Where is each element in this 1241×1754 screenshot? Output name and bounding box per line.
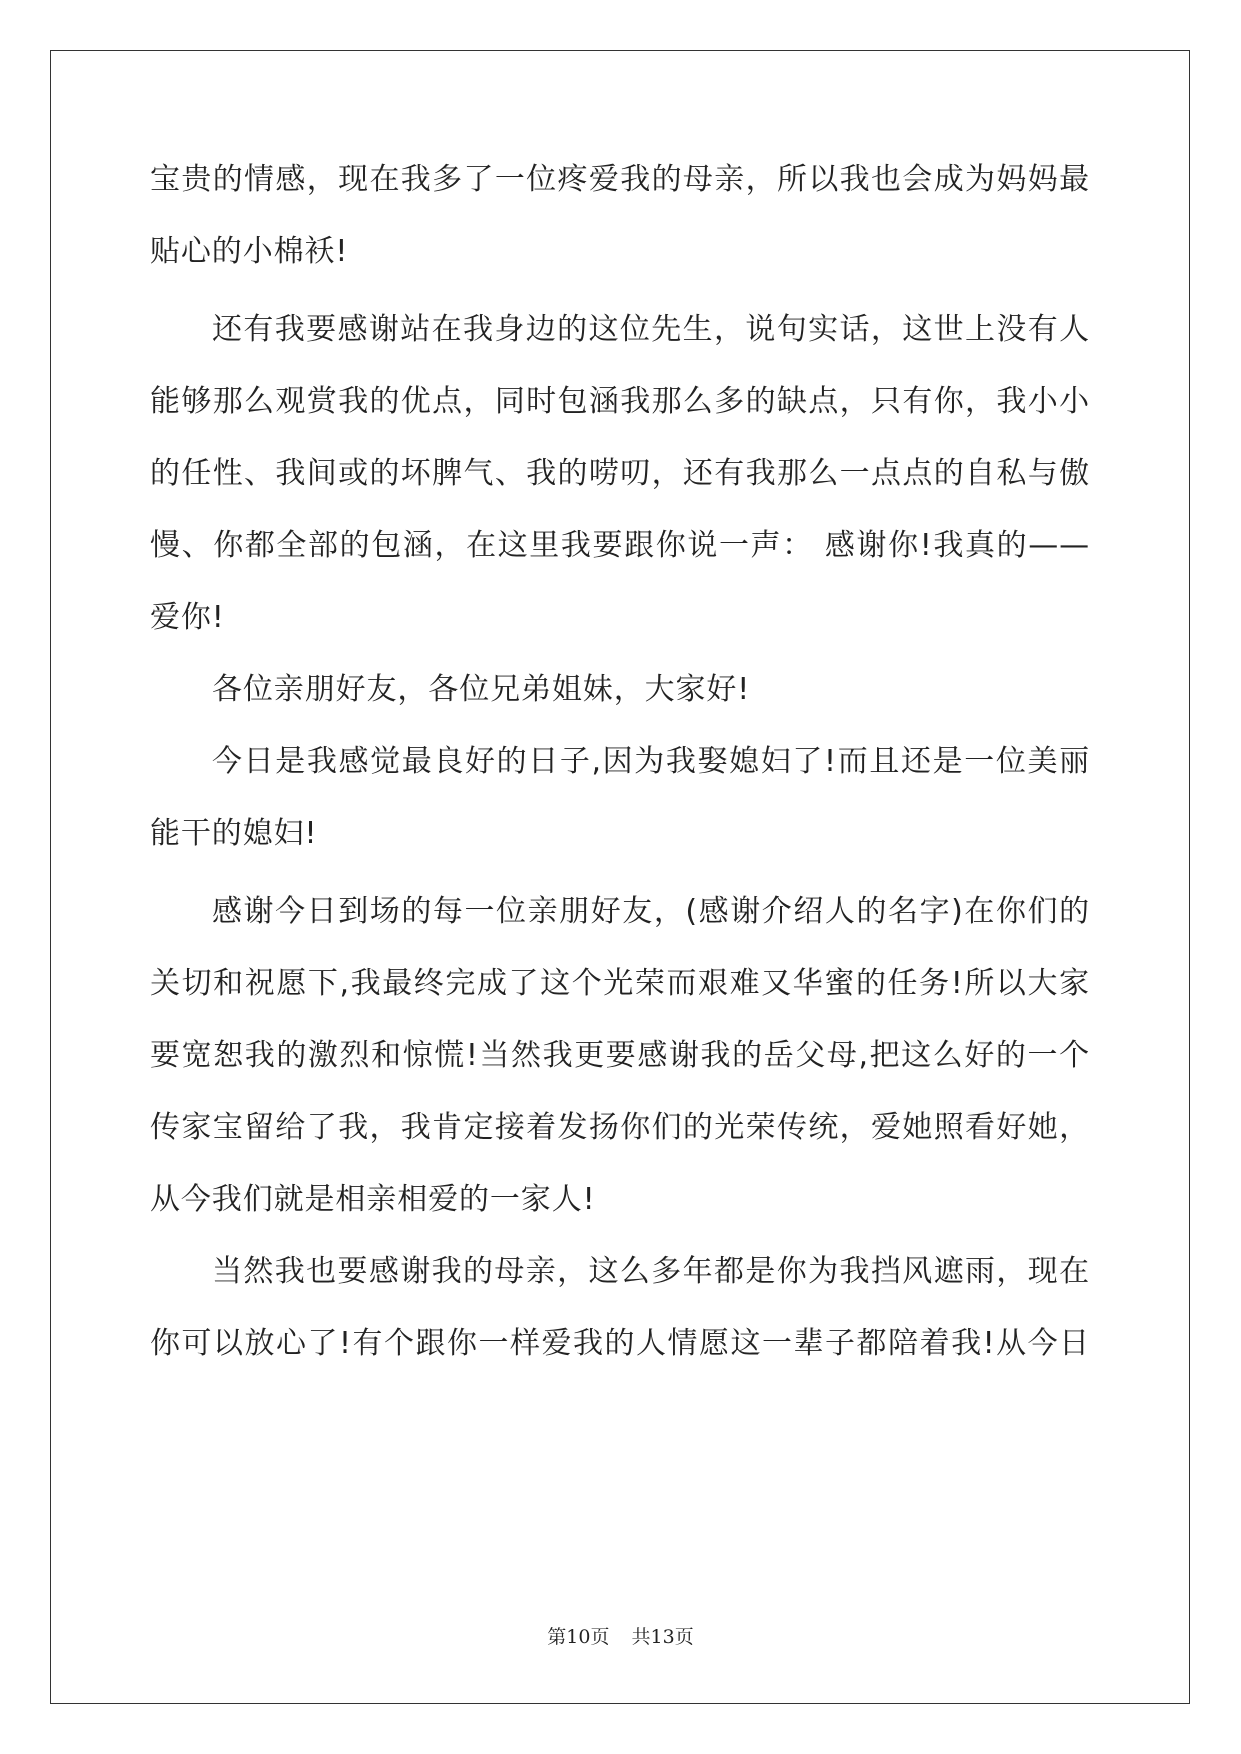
text-line: 爱你! xyxy=(150,600,225,635)
text-line: 能干的媳妇! xyxy=(150,816,318,851)
page-frame xyxy=(50,50,1190,1704)
text-line: 还有我要感谢站在我身边的这位先生，说句实话，这世上没有人 xyxy=(212,312,1090,347)
text-line: 从今我们就是相亲相爱的一家人! xyxy=(150,1182,596,1217)
text-line: 宝贵的情感，现在我多了一位疼爱我的母亲，所以我也会成为妈妈最 xyxy=(150,162,1090,197)
text-line: 要宽恕我的激烈和惊慌!当然我更要感谢我的岳父母,把这么好的一个 xyxy=(150,1038,1090,1073)
page-footer xyxy=(0,1622,1241,1649)
text-line: 的任性、我间或的坏脾气、我的唠叨，还有我那么一点点的自私与傲 xyxy=(150,456,1090,491)
text-line: 关切和祝愿下,我最终完成了这个光荣而艰难又华蜜的任务!所以大家 xyxy=(150,966,1090,1001)
text-line: 今日是我感觉最良好的日子,因为我娶媳妇了!而且还是一位美丽 xyxy=(212,744,1090,779)
text-line: 贴心的小棉袄! xyxy=(150,234,349,269)
page-total: 共13页 xyxy=(631,1626,694,1648)
text-line: 当然我也要感谢我的母亲，这么多年都是你为我挡风遮雨，现在 xyxy=(212,1254,1090,1289)
text-line: 传家宝留给了我，我肯定接着发扬你们的光荣传统，爱她照看好她， xyxy=(150,1110,1090,1145)
text-line: 各位亲朋好友，各位兄弟姐妹，大家好! xyxy=(212,672,751,707)
text-line: 慢、你都全部的包涵，在这里我要跟你说一声： 感谢你!我真的—— xyxy=(150,528,1090,563)
text-line: 你可以放心了!有个跟你一样爱我的人情愿这一辈子都陪着我!从今日 xyxy=(150,1326,1090,1361)
text-line: 感谢今日到场的每一位亲朋好友，(感谢介绍人的名字)在你们的 xyxy=(212,894,1090,929)
text-line: 能够那么观赏我的优点，同时包涵我那么多的缺点，只有你，我小小 xyxy=(150,384,1090,419)
page-number: 第10页 xyxy=(547,1626,610,1648)
